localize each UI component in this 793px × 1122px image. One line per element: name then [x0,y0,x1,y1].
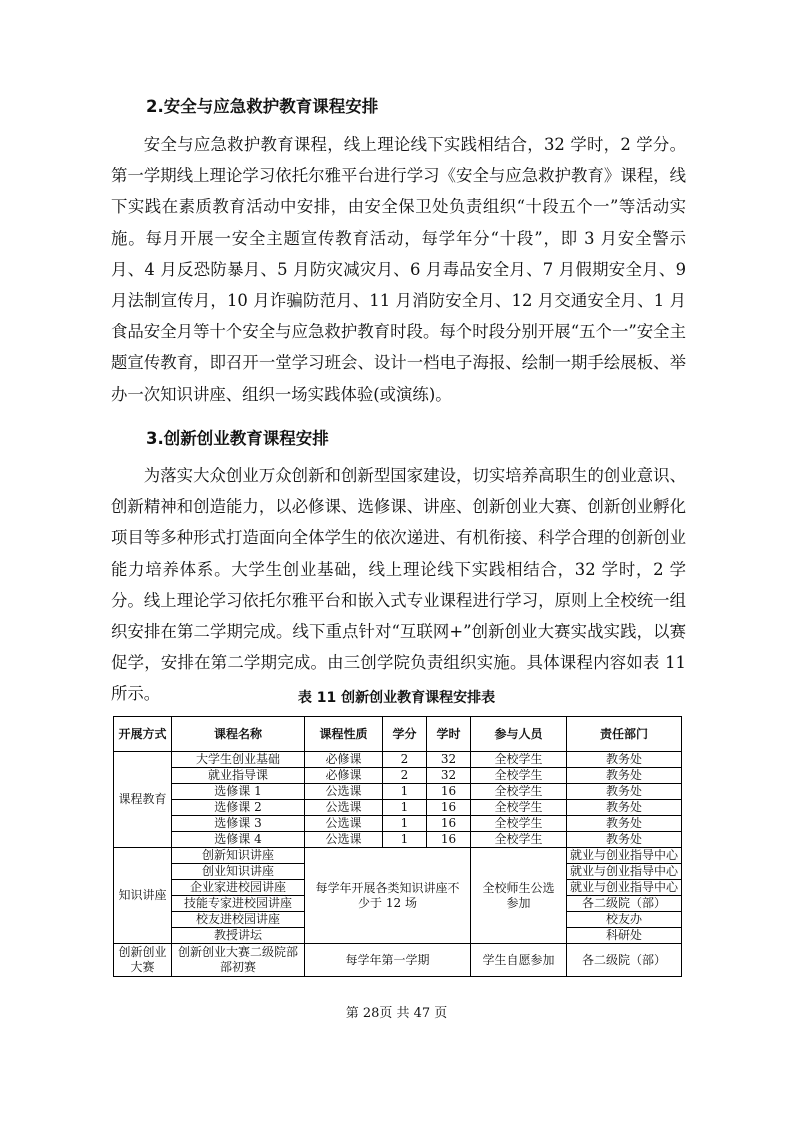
cell-course-name: 技能专家进校园讲座 [172,896,305,912]
cell-course-type: 公选课 [305,800,383,816]
table-row [114,752,682,768]
cell-course-name: 创新创业大赛二级院部部初赛 [172,944,305,977]
cell-course-name: 创新知识讲座 [172,848,305,864]
cell-course-name: 校友进校园讲座 [172,912,305,928]
cell-dept: 教务处 [567,784,682,800]
table-row [114,816,682,832]
cell-dept: 各二级院（部） [567,896,682,912]
cell-participants: 全校学生 [471,784,567,800]
cell-dept: 就业与创业指导中心 [567,864,682,880]
cell-credit: 1 [383,784,427,800]
header-cell: 责任部门 [567,717,682,752]
cell-participants: 学生自愿参加 [471,944,567,977]
table-row [114,832,682,848]
cell-credit: 1 [383,832,427,848]
cell-dept: 教务处 [567,752,682,768]
cell-course-type: 公选课 [305,816,383,832]
cell-course-type: 必修课 [305,768,383,784]
cell-contest-schedule: 每学年第一学期 [305,944,471,977]
cell-participants: 全校学生 [471,800,567,816]
cell-course-type: 公选课 [305,832,383,848]
header-cell: 开展方式 [114,717,172,752]
cell-course-type: 必修课 [305,752,383,768]
cell-hours: 16 [427,832,471,848]
cell-credit: 1 [383,816,427,832]
table-row [114,784,682,800]
table-row [114,848,682,864]
header-cell: 参与人员 [471,717,567,752]
cell-course-name: 就业指导课 [172,768,305,784]
cell-course-name: 选修课 3 [172,816,305,832]
cell-course-name: 选修课 1 [172,784,305,800]
header-cell: 学时 [427,717,471,752]
cell-hours: 16 [427,800,471,816]
group-label-course: 课程教育 [114,752,172,848]
header-cell: 学分 [383,717,427,752]
cell-dept: 教务处 [567,800,682,816]
cell-course-name: 大学生创业基础 [172,752,305,768]
cell-participants: 全校学生 [471,832,567,848]
cell-hours: 16 [427,784,471,800]
cell-credit: 2 [383,752,427,768]
cell-dept: 校友办 [567,912,682,928]
table-caption: 表 11 创新创业教育课程安排表 [297,690,496,706]
cell-hours: 32 [427,752,471,768]
cell-lecture-participants: 全校师生公选参加 [471,848,567,944]
cell-dept: 教务处 [567,768,682,784]
table-row [114,768,682,784]
page-footer: 第 28页 共 47 页 [345,1006,448,1021]
header-cell: 课程名称 [172,717,305,752]
table-header-row [114,717,682,752]
group-label-contest: 创新创业大赛 [114,944,172,977]
cell-dept: 就业与创业指导中心 [567,880,682,896]
paragraph-safety-education: 安全与应急救护教育课程，线上理论线下实践相结合，32 学时，2 学分。第一学期线上理论学习依托尔雅平台进行学习《安全与应急救护教育》课程，线下实践在素质教育活动中安排，由安全保卫处负责组织“十段五个一”等活动实施。每月开展一安全主题宣传教育活动，每学年分“十段”，即 3 月安全警示月、4 月反恐防暴月、5 月防灾减灾月、6 月毒品安全月、7 月假期安全月、9 月法制宣传月，10 月诈骗防范月、11 月消防安全月、12 月交通安全月、1 月食品安全月等十个安全与应急救护教育时段。每个时段分别开展“五个一”安全主题宣传教育，即召开一堂学习班会、设计一档电子海报、绘制一期手绘展板、举办一次知识讲座、组织一场实践体验(或演练)。 [111,135,686,404]
group-label-lecture: 知识讲座 [114,848,172,944]
cell-dept: 就业与创业指导中心 [567,848,682,864]
cell-course-name: 创业知识讲座 [172,864,305,880]
cell-dept: 科研处 [567,928,682,944]
table-row [114,944,682,977]
section-heading-innovation: 3.创新创业教育课程安排 [146,429,329,448]
cell-credit: 2 [383,768,427,784]
header-cell: 课程性质 [305,717,383,752]
cell-dept: 教务处 [567,832,682,848]
cell-hours: 32 [427,768,471,784]
course-arrangement-table [113,716,682,977]
cell-dept: 各二级院（部） [567,944,682,977]
cell-course-name: 选修课 4 [172,832,305,848]
cell-course-type: 公选课 [305,784,383,800]
cell-hours: 16 [427,816,471,832]
cell-participants: 全校学生 [471,816,567,832]
cell-course-name: 企业家进校园讲座 [172,880,305,896]
table-row [114,800,682,816]
cell-course-name: 教授讲坛 [172,928,305,944]
paragraph-innovation-education: 为落实大众创业万众创新和创新型国家建设，切实培养高职生的创业意识、创新精神和创造能力，以必修课、选修课、讲座、创新创业大赛、创新创业孵化项目等多种形式打造面向全体学生的依次递进、有机衔接、科学合理的创新创业能力培养体系。大学生创业基础，线上理论线下实践相结合，32 学时，2 学分。线上理论学习依托尔雅平台和嵌入式专业课程进行学习，原则上全校统一组织安排在第二学期完成。线下重点针对“互联网+”创新创业大赛实战实践，以赛促学，安排在第二学期完成。由三创学院负责组织实施。具体课程内容如表 11 所示。 [111,466,686,704]
cell-credit: 1 [383,800,427,816]
cell-course-name: 选修课 2 [172,800,305,816]
cell-participants: 全校学生 [471,768,567,784]
cell-dept: 教务处 [567,816,682,832]
cell-lecture-requirement: 每学年开展各类知识讲座不少于 12 场 [305,848,471,944]
cell-participants: 全校学生 [471,752,567,768]
section-heading-safety: 2.安全与应急救护教育课程安排 [146,97,379,116]
